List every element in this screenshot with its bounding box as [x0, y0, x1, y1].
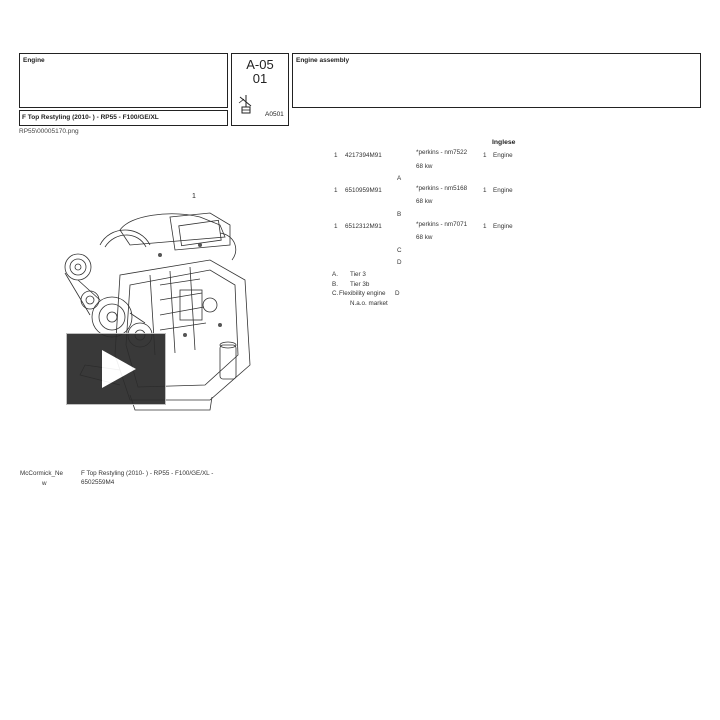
group-code-box [231, 53, 289, 126]
video-play-overlay[interactable] [66, 333, 166, 405]
row-desc: *perkins - nm7071 [416, 221, 468, 228]
tractor-symbol-icon [238, 95, 254, 115]
row-desc: *perkins - nm5168 [416, 185, 468, 192]
language-label: Inglese [492, 139, 516, 146]
section-title: Engine [23, 57, 45, 64]
row-note: A [397, 175, 402, 182]
row-desc-sub: 68 kw [416, 163, 433, 170]
description-title: Engine assembly [296, 57, 350, 64]
row-note: C [397, 247, 402, 254]
footer-brand: McCormick_Ne [20, 470, 64, 477]
row-name: Engine [493, 187, 513, 194]
legend-text: Tier 3 [350, 271, 366, 278]
section-title-box [19, 53, 228, 108]
model-line-box [19, 110, 228, 126]
row-note: B [397, 211, 402, 218]
play-icon[interactable] [102, 350, 136, 388]
row-part-no: 4217394M91 [345, 152, 382, 159]
row-desc: *perkins - nm7522 [416, 149, 468, 156]
footer-model: F Top Restyling (2010- ) - RP55 - F100/GE/XL - [81, 470, 214, 477]
legend-text: Flexibility engine [339, 290, 386, 297]
extra-note-letter: D [397, 259, 402, 266]
row-part-no: 6510959M91 [345, 187, 382, 194]
row-desc-sub: 68 kw [416, 198, 433, 205]
legend-key: A. [332, 271, 338, 278]
legend-text: Tier 3b [350, 281, 370, 288]
ref-code: A0501 [265, 111, 284, 118]
legend-key: B. [332, 281, 338, 288]
row-part-no: 6512312M91 [345, 223, 382, 230]
row-ref: 1 [334, 187, 338, 194]
footer-brand-cont: w [42, 480, 47, 487]
row-ref: 1 [334, 223, 338, 230]
model-line: F Top Restyling (2010- ) - RP55 - F100/GE/XL [22, 114, 159, 121]
row-ref: 1 [334, 152, 338, 159]
figure-callout: 1 [192, 193, 196, 200]
image-filename: RP55\00005170.png [19, 128, 79, 135]
footer-model-code: 6502559M4 [81, 479, 115, 486]
legend-suffix: D [395, 290, 400, 297]
row-desc-sub: 68 kw [416, 234, 433, 241]
row-name: Engine [493, 223, 513, 230]
row-qty: 1 [483, 152, 487, 159]
row-name: Engine [493, 152, 513, 159]
description-box [292, 53, 701, 108]
row-qty: 1 [483, 187, 487, 194]
group-sub: 01 [252, 71, 268, 86]
legend-text: N.a.o. market [350, 300, 388, 307]
row-qty: 1 [483, 223, 487, 230]
group-code: A-05 [246, 57, 274, 72]
legend-key: C. [332, 290, 339, 297]
